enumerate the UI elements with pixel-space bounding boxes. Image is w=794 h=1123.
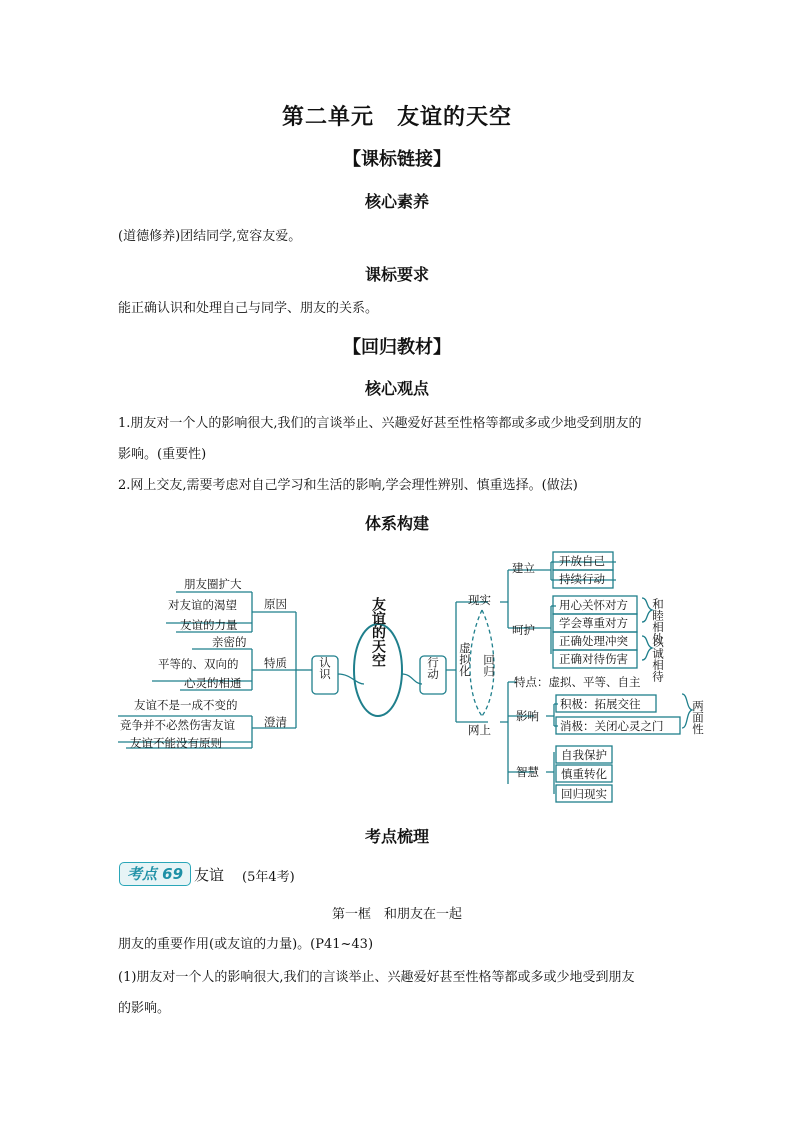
page-title: 第二单元 友谊的天空 [281, 105, 512, 130]
left-item: 对友谊的渴望 [168, 598, 237, 612]
core-literacy-text: (道德修养)团结同学,宽容友爱。 [118, 229, 302, 244]
exam-frequency: (5年4考) [242, 870, 295, 885]
right-branch: 行动 [426, 656, 440, 680]
heading-exam: 考点梳理 [364, 827, 429, 846]
curriculum-req-text: 能正确认识和处理自己与同学、朋友的关系。 [118, 301, 379, 316]
two-sided-label: 两面性 [691, 700, 705, 735]
care-label: 呵护 [512, 623, 535, 637]
left-item: 竞争并不必然伤害友谊 [120, 718, 235, 732]
left-item: 友谊的力量 [180, 618, 238, 632]
care-item: 正确处理冲突 [559, 634, 628, 648]
core-view-1-line1: 1.朋友对一个人的影响很大,我们的言谈举止、兴趣爱好甚至性格等都或多或少地受到朋友的 [118, 416, 642, 431]
wisdom-item: 回归现实 [561, 787, 607, 801]
care-item: 用心关怀对方 [559, 598, 628, 612]
sincere-label: 以诚相待 [651, 636, 665, 682]
core-view-1-line2: 影响。(重要性) [118, 447, 207, 462]
mind-map [116, 544, 716, 809]
left-group-label: 澄清 [264, 715, 287, 729]
exam-point-badge: 考点 69 [119, 862, 191, 886]
exam-p1-line1: (1)朋友对一个人的影响很大,我们的言谈举止、兴趣爱好甚至性格等都或多或少地受到朋友 [118, 970, 635, 985]
left-group-label: 原因 [264, 597, 287, 611]
care-item: 学会尊重对方 [559, 616, 628, 630]
real-label: 现实 [468, 593, 491, 607]
section-heading-textbook: 【回归教材】 [343, 337, 451, 358]
build-item: 持续行动 [559, 572, 605, 586]
negative-item: 消极：关闭心灵之门 [560, 719, 664, 733]
wisdom-item: 自我保护 [561, 748, 607, 762]
virtualize-label: 虚拟化 [458, 642, 472, 677]
left-item: 亲密的 [212, 635, 247, 649]
core-view-2: 2.网上交友,需要考虑对自己学习和生活的影响,学会理性辨别、慎重选择。(做法) [118, 478, 578, 493]
harmony-label: 和睦相处 [651, 598, 665, 644]
left-item: 友谊不能没有原则 [130, 736, 222, 750]
section-heading-curriculum: 【课标链接】 [343, 149, 451, 170]
influence-label: 影响 [516, 709, 539, 723]
feature-label: 特点：虚拟、平等、自主 [514, 675, 641, 689]
left-branch: 认识 [318, 656, 332, 680]
heading-core-views: 核心观点 [364, 379, 429, 398]
wisdom-label: 智慧 [516, 765, 539, 779]
positive-item: 积极：拓展交往 [560, 697, 641, 711]
heading-core-literacy: 核心素养 [364, 192, 429, 211]
heading-system: 体系构建 [364, 514, 429, 533]
left-group-label: 特质 [264, 656, 287, 670]
center-node: 友谊的天空 [370, 597, 386, 667]
left-item: 心灵的相通 [184, 676, 242, 690]
online-label: 网上 [468, 723, 491, 737]
left-item: 朋友圈扩大 [184, 577, 242, 591]
build-item: 开放自己 [559, 554, 605, 568]
frame-title: 第一框 和朋友在一起 [331, 907, 462, 922]
exam-subhead: 朋友的重要作用(或友谊的力量)。(P41~43) [118, 937, 374, 952]
care-item: 正确对待伤害 [559, 652, 628, 666]
heading-curriculum-req: 课标要求 [364, 265, 429, 284]
return-label: 回归 [482, 654, 496, 677]
left-item: 友谊不是一成不变的 [134, 698, 238, 712]
left-item: 平等的、双向的 [158, 657, 239, 671]
build-label: 建立 [512, 561, 535, 575]
exam-p1-line2: 的影响。 [118, 1001, 171, 1016]
wisdom-item: 慎重转化 [561, 767, 607, 781]
exam-topic: 友谊 [194, 866, 225, 884]
